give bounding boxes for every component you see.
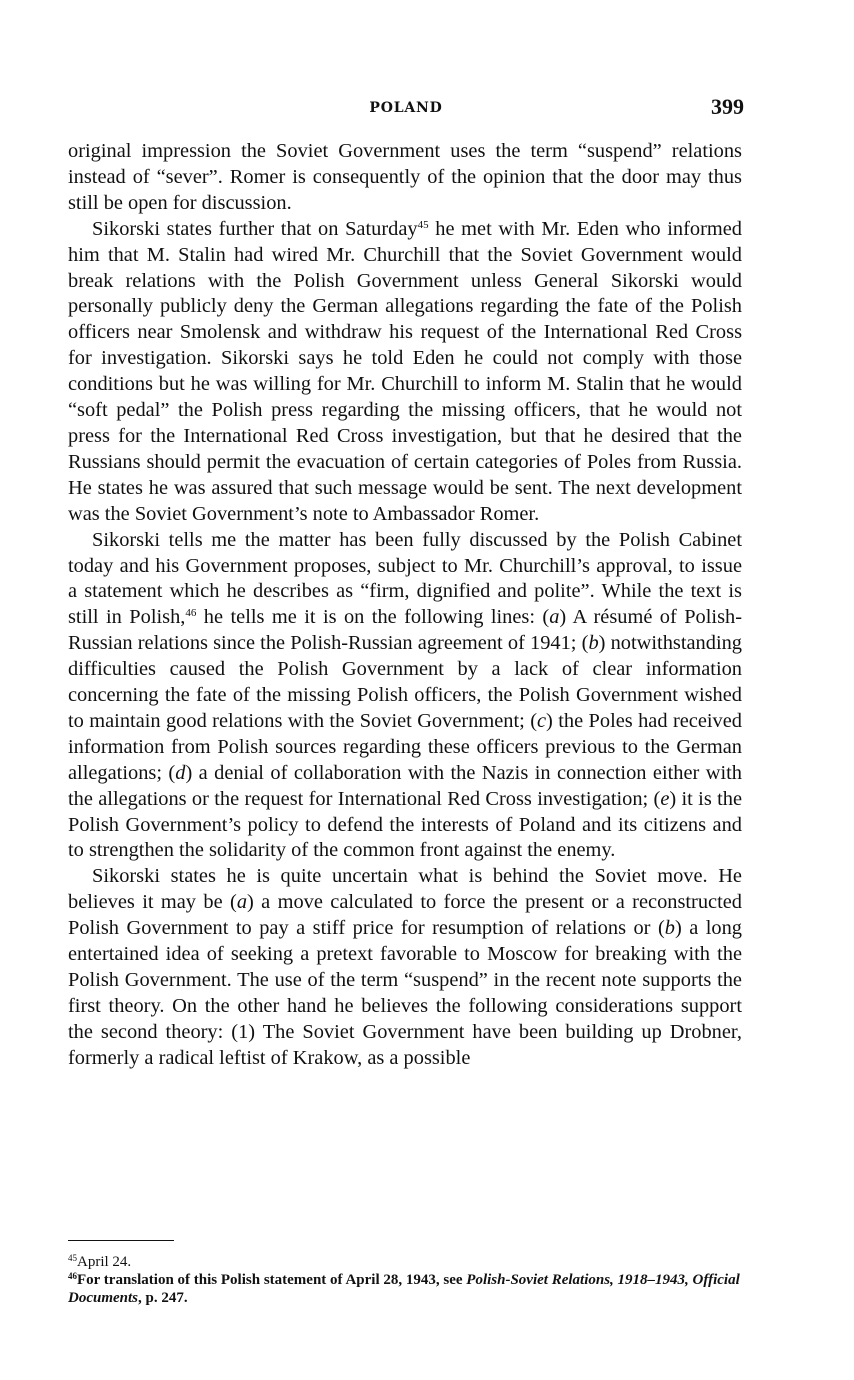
footnote-reference[interactable]: 46 (185, 607, 197, 620)
paragraph (68, 864, 742, 1071)
paragraph-text: Sikorski states he is quite uncertain what is behind the Soviet move. He believes it may be ( (68, 865, 742, 914)
paragraph-text: Sikorski tells me the matter has been fully discussed by the Polish Cabinet today and his Government proposes, subject to Mr. Churchill’s approval, to issue a statement which he describes as “firm, dignified and polite”. While the text is still in Polish, (68, 528, 742, 629)
paragraph (68, 217, 742, 528)
footnote-text: April 24. (77, 1254, 132, 1270)
list-marker: a (236, 891, 248, 914)
list-marker: c (536, 709, 547, 732)
footnote (68, 1271, 742, 1307)
paragraph-text: ) a move calculated to force the present or a reconstructed Polish Government to pay a stiff price for resumption of relations or ( (68, 891, 743, 940)
paragraph-text: original impression the Soviet Government uses the term “suspend” relations instead of “sever”. Romer is consequently of the opinion that the door may thus still be open for discussion. (68, 140, 742, 214)
paragraph-text: ) a long entertained idea of seeking a pretext favorable to Moscow for breaking with the Polish Government. The use of the term “suspend” in the recent note supports the first theory. On the other hand he believes the following considerations support the second theory: (1) The Soviet Government have been building up Drobner, formerly a radical leftist of Krakow, as a possible (68, 917, 743, 1069)
paragraph-text: ) it is the Polish Government’s policy to defend the interests of Poland and its citizens and to strengthen the solidarity of the common front against the enemy. (68, 787, 742, 862)
footnote-text: For translation of this Polish statement of April 28, 1943, see (77, 1272, 467, 1288)
footnote-number: 46 (68, 1271, 77, 1281)
list-marker: e (660, 787, 670, 810)
footnote-divider (68, 1240, 174, 1241)
footnote-reference[interactable]: 45 (417, 218, 429, 231)
paragraph-text: ) A résumé of Polish-Russian relations since the Polish-Russian agreement of 1941; ( (68, 606, 742, 655)
list-marker: b (664, 917, 675, 940)
paragraph (68, 528, 742, 865)
running-head (68, 94, 744, 124)
paragraph-text: Sikorski states further that on Saturday (92, 217, 418, 240)
paragraph-text: ) a denial of collaboration with the Nazis in connection either with the allegations or the request for International Red Cross investigation; ( (68, 761, 742, 810)
footnote-text: , p. 247. (138, 1290, 188, 1306)
footnote-number: 45 (68, 1253, 77, 1263)
body-text (68, 139, 742, 1072)
paragraph-text: ) notwithstanding difficulties caused the Polish Government by a lack of clear information concerning the fate of the missing Polish officers, the Polish Government wished to maintain good relations with the Soviet Government; ( (68, 632, 743, 732)
section-title: POLAND (369, 100, 443, 116)
list-marker: d (175, 761, 186, 784)
footnote-citation: Polish-Soviet Relations, 1918–1943, Official Documents (68, 1272, 740, 1306)
footnote (68, 1253, 742, 1271)
list-marker: b (588, 632, 599, 655)
page-number: 399 (711, 94, 744, 119)
list-marker: a (549, 606, 560, 629)
paragraph-continuation (68, 139, 742, 217)
paragraph-text: ) the Poles had received information from Polish sources regarding these officers previous to the German allegations; ( (68, 709, 742, 784)
paragraph-text: he met with Mr. Eden who informed him that M. Stalin had wired Mr. Churchill that the Soviet Government would break relations with the Polish Government unless General Sikorski would personally publicly deny the German allegations regarding the fate of the Polish officers near Smolensk and withdraw his request of the International Red Cross for investigation. Sikorski says he told Eden he could not comply with those conditions but he was willing for Mr. Churchill to inform M. Stalin that he would “soft pedal” the Polish press regarding the missing officers, that he would not press for the International Red Cross investigation, but that he desired that the Russians should permit the evacuation of certain categories of Poles from Russia. He states he was assured that such message would be sent. The next development was the Soviet Government’s note to Ambassador Romer. (68, 217, 743, 525)
paragraph-text: he tells me it is on the following lines: ( (196, 606, 550, 629)
footnotes (68, 1240, 742, 1307)
